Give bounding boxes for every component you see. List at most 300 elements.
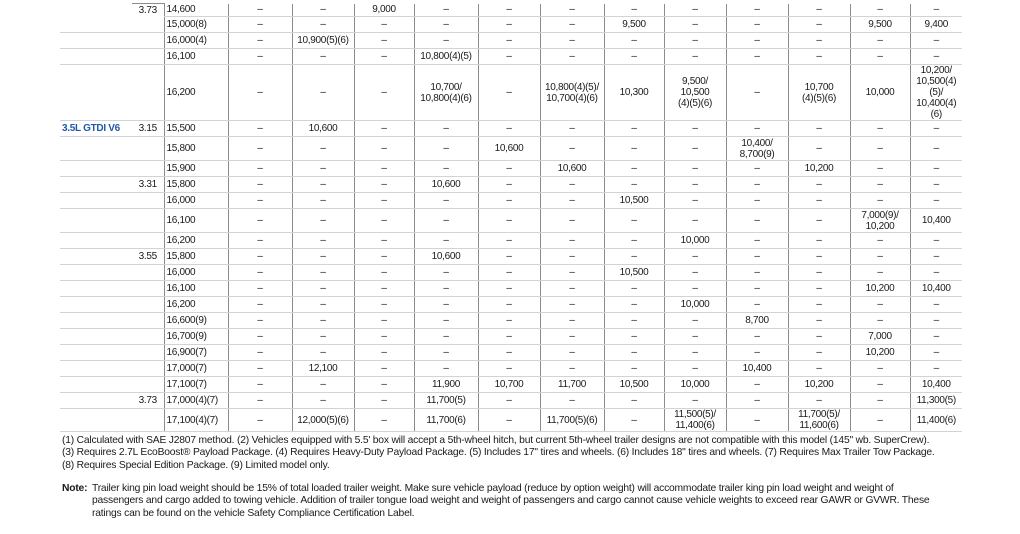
towing-specifications-table [60,3,962,432]
table-row [60,313,962,329]
trailer-weight-cell: – [354,297,414,313]
trailer-weight-cell: – [788,49,850,65]
trailer-weight-cell: 10,600 [540,161,604,177]
trailer-weight-cell: – [788,121,850,137]
trailer-weight-cell: – [910,329,962,345]
trailer-weight-cell: – [664,4,726,17]
engine-cell [60,249,132,265]
note-text: Trailer king pin load weight should be 15% of total loaded trailer weight. Make sure vehicle payload (reduce by option weight) will accommodate trailer king pin load weight and weight of [92,483,894,494]
trailer-weight-cell: – [664,265,726,281]
trailer-weight-cell: – [664,345,726,361]
axle-ratio-cell: 3.55 [132,249,164,265]
trailer-weight-cell: 11,700(5) [414,393,478,409]
trailer-weight-cell: – [850,49,910,65]
trailer-weight-cell: – [726,49,788,65]
trailer-weight-cell: – [788,281,850,297]
gcwr-cell: 17,000(4)(7) [164,393,228,409]
note-line: ratings can be found on the vehicle Safety Compliance Certification Label. [92,507,415,519]
trailer-weight-cell: – [292,17,354,33]
axle-ratio-cell [132,409,164,432]
trailer-weight-cell: – [726,377,788,393]
trailer-weight-cell: – [228,137,292,161]
trailer-weight-cell: – [354,281,414,297]
trailer-weight-cell: – [604,313,664,329]
trailer-weight-cell: – [910,161,962,177]
trailer-weight-cell: – [850,137,910,161]
trailer-weight-cell: – [478,345,540,361]
trailer-weight-cell: – [228,121,292,137]
trailer-weight-cell: – [604,161,664,177]
trailer-weight-cell: 10,400 [910,281,962,297]
trailer-weight-cell: – [540,361,604,377]
trailer-weight-cell: – [664,193,726,209]
trailer-weight-cell: – [788,345,850,361]
gcwr-cell: 16,600(9) [164,313,228,329]
axle-ratio-cell [132,377,164,393]
trailer-weight-cell: – [478,409,540,432]
table-row [60,265,962,281]
trailer-weight-cell: – [850,313,910,329]
engine-cell [60,233,132,249]
footnotes [62,435,1012,472]
trailer-weight-cell: – [540,121,604,137]
trailer-weight-cell: – [910,121,962,137]
trailer-weight-cell: – [414,329,478,345]
trailer-weight-cell: – [726,393,788,409]
trailer-weight-cell: – [228,313,292,329]
engine-cell [60,193,132,209]
trailer-weight-cell: – [664,209,726,233]
table-row [60,4,962,17]
trailer-weight-cell: 9,500 [604,17,664,33]
trailer-weight-cell: 9,000 [354,4,414,17]
gcwr-cell: 15,500 [164,121,228,137]
trailer-weight-cell: – [354,249,414,265]
trailer-weight-cell: – [788,137,850,161]
trailer-weight-cell: – [228,297,292,313]
axle-ratio-cell [132,297,164,313]
trailer-weight-cell: – [478,193,540,209]
axle-ratio-cell [132,193,164,209]
trailer-weight-cell: – [850,297,910,313]
table-row [60,361,962,377]
table-body [60,4,962,432]
table-row [60,209,962,233]
trailer-weight-cell: – [788,193,850,209]
trailer-weight-cell: – [664,313,726,329]
trailer-weight-cell: – [292,209,354,233]
trailer-weight-cell: – [850,177,910,193]
trailer-weight-cell: – [788,393,850,409]
trailer-weight-cell: – [664,249,726,265]
trailer-weight-cell: – [292,177,354,193]
trailer-weight-cell: – [292,281,354,297]
trailer-weight-cell: – [478,233,540,249]
trailer-weight-cell: – [478,281,540,297]
trailer-weight-cell: – [354,177,414,193]
engine-cell [60,177,132,193]
trailer-weight-cell: 11,700 [540,377,604,393]
trailer-weight-cell: – [788,329,850,345]
trailer-weight-cell: – [478,161,540,177]
trailer-weight-cell: – [788,297,850,313]
trailer-weight-cell: 10,800(4)(5)/ 10,700(4)(6) [540,65,604,121]
trailer-weight-cell: – [850,393,910,409]
trailer-weight-cell: 10,000 [664,377,726,393]
trailer-weight-cell: – [604,121,664,137]
trailer-weight-cell: – [910,177,962,193]
axle-ratio-cell [132,281,164,297]
trailer-weight-cell: – [540,329,604,345]
trailer-weight-cell: 10,600 [292,121,354,137]
trailer-weight-cell: – [354,361,414,377]
trailer-weight-cell: 10,000 [664,297,726,313]
trailer-weight-cell: – [910,265,962,281]
trailer-weight-cell: – [228,361,292,377]
trailer-weight-cell: – [414,33,478,49]
engine-cell [60,17,132,33]
trailer-weight-cell: – [664,177,726,193]
trailer-weight-cell: – [292,193,354,209]
trailer-weight-cell: 10,200/ 10,500(4)(5)/ 10,400(4)(6) [910,65,962,121]
axle-ratio-cell [132,65,164,121]
trailer-weight-cell: – [354,161,414,177]
gcwr-cell: 16,100 [164,209,228,233]
trailer-weight-cell: 10,300 [604,65,664,121]
table-row [60,281,962,297]
engine-cell [60,49,132,65]
trailer-weight-cell: 10,200 [788,161,850,177]
table-row [60,161,962,177]
trailer-weight-cell: – [664,329,726,345]
engine-cell: 3.5L GTDI V6 [60,121,132,137]
trailer-weight-cell: – [788,33,850,49]
trailer-weight-cell: – [910,345,962,361]
trailer-weight-cell: – [354,233,414,249]
table-row [60,377,962,393]
gcwr-cell: 16,100 [164,49,228,65]
trailer-weight-cell: – [540,265,604,281]
trailer-weight-cell: – [604,393,664,409]
trailer-weight-cell: – [354,409,414,432]
trailer-weight-cell: – [604,137,664,161]
gcwr-cell: 15,800 [164,177,228,193]
trailer-weight-cell: – [414,121,478,137]
gcwr-cell: 17,000(7) [164,361,228,377]
trailer-weight-cell: – [292,161,354,177]
trailer-weight-cell: – [604,361,664,377]
trailer-weight-cell: – [726,409,788,432]
trailer-weight-cell: 8,700 [726,313,788,329]
trailer-weight-cell: – [228,193,292,209]
trailer-weight-cell: – [478,33,540,49]
trailer-weight-cell: 10,600 [478,137,540,161]
trailer-weight-cell: – [540,49,604,65]
trailer-weight-cell: – [414,265,478,281]
axle-ratio-cell [132,345,164,361]
table-row [60,193,962,209]
trailer-weight-cell: 9,400 [910,17,962,33]
trailer-weight-cell: – [910,4,962,17]
trailer-weight-cell: – [664,393,726,409]
trailer-weight-cell: – [604,249,664,265]
trailer-weight-cell: – [228,249,292,265]
trailer-weight-cell: – [540,4,604,17]
trailer-weight-cell: – [604,329,664,345]
trailer-weight-cell: – [664,33,726,49]
axle-ratio-cell [132,329,164,345]
trailer-weight-cell: – [726,281,788,297]
trailer-weight-cell: – [604,49,664,65]
trailer-weight-cell: – [850,121,910,137]
trailer-weight-cell: – [414,313,478,329]
trailer-weight-cell: – [478,4,540,17]
axle-ratio-cell [132,209,164,233]
trailer-weight-cell: – [292,137,354,161]
axle-ratio-cell [132,361,164,377]
trailer-weight-cell: – [354,17,414,33]
footnote-line: (1) Calculated with SAE J2807 method. (2) Vehicles equipped with 5.5' box will accept a 5th-wheel hitch, but current 5th-wheel trailer designs are not compatible with this model (145" wb. SuperCrew). [62,435,930,446]
trailer-weight-cell: – [910,33,962,49]
trailer-weight-cell: – [540,193,604,209]
table-row [60,49,962,65]
trailer-weight-cell: – [726,329,788,345]
note-line: passengers and cargo added to towing vehicle. Addition of trailer tongue load weight and weight of passengers and cargo cannot cause vehicle weights to exceed rear GAWR or GVWR. These [92,495,930,507]
trailer-weight-cell: – [478,249,540,265]
trailer-weight-cell: 9,500 [850,17,910,33]
trailer-weight-cell: – [228,177,292,193]
trailer-weight-cell: – [850,233,910,249]
table-row [60,393,962,409]
trailer-weight-cell: 10,400 [910,377,962,393]
table-row [60,345,962,361]
trailer-weight-cell: – [292,377,354,393]
table-row [60,297,962,313]
trailer-weight-cell: – [850,33,910,49]
engine-cell [60,297,132,313]
trailer-weight-cell: 12,100 [292,361,354,377]
trailer-weight-cell: 7,000 [850,329,910,345]
trailer-weight-cell: – [354,121,414,137]
trailer-weight-cell: – [228,161,292,177]
gcwr-cell: 15,800 [164,249,228,265]
trailer-weight-cell: – [850,193,910,209]
trailer-weight-cell: 10,800(4)(5) [414,49,478,65]
trailer-weight-cell: – [354,377,414,393]
trailer-weight-cell: – [478,17,540,33]
engine-cell [60,409,132,432]
trailer-weight-cell: 10,700 [478,377,540,393]
trailer-weight-cell: 11,700(5)(6) [540,409,604,432]
trailer-weight-cell: – [228,393,292,409]
trailer-weight-cell: – [788,249,850,265]
table-row [60,121,962,137]
table-row [60,329,962,345]
engine-cell [60,65,132,121]
trailer-weight-cell: – [354,33,414,49]
trailer-weight-cell: – [292,65,354,121]
trailer-weight-cell: 10,200 [850,345,910,361]
table-row [60,65,962,121]
gcwr-cell: 16,100 [164,281,228,297]
gcwr-cell: 16,200 [164,65,228,121]
trailer-weight-cell: – [478,297,540,313]
trailer-weight-cell: – [354,345,414,361]
trailer-weight-cell: – [478,209,540,233]
trailer-weight-cell: – [228,233,292,249]
table-row [60,233,962,249]
trailer-weight-cell: – [726,17,788,33]
gcwr-cell: 16,900(7) [164,345,228,361]
trailer-weight-cell: – [850,249,910,265]
trailer-weight-cell: – [540,209,604,233]
gcwr-cell: 16,200 [164,233,228,249]
gcwr-cell: 17,100(7) [164,377,228,393]
axle-ratio-cell: 3.73 [132,393,164,409]
trailer-weight-cell: 11,900 [414,377,478,393]
trailer-weight-cell: – [354,137,414,161]
note-line [62,483,957,495]
trailer-weight-cell: – [540,33,604,49]
trailer-weight-cell: – [850,4,910,17]
note-block [62,483,957,520]
trailer-weight-cell: 9,500/ 10,500 (4)(5)(6) [664,65,726,121]
trailer-weight-cell: – [414,17,478,33]
trailer-weight-cell: – [228,345,292,361]
trailer-weight-cell: – [910,193,962,209]
trailer-weight-cell: – [478,177,540,193]
trailer-weight-cell: 10,400 [910,209,962,233]
trailer-weight-cell: – [414,193,478,209]
trailer-weight-cell: – [910,49,962,65]
trailer-weight-cell: – [788,233,850,249]
engine-cell [60,281,132,297]
engine-cell [60,209,132,233]
engine-cell [60,361,132,377]
trailer-weight-cell: – [478,313,540,329]
table-row [60,409,962,432]
trailer-weight-cell: – [540,177,604,193]
trailer-weight-cell: – [664,49,726,65]
trailer-weight-cell: – [292,265,354,281]
axle-ratio-cell: 3.31 [132,177,164,193]
trailer-weight-cell: – [478,65,540,121]
trailer-weight-cell: – [726,265,788,281]
trailer-weight-cell: – [292,233,354,249]
table-row [60,33,962,49]
axle-ratio-cell [132,161,164,177]
trailer-weight-cell: – [292,4,354,17]
trailer-weight-cell: – [540,17,604,33]
trailer-weight-cell: – [414,4,478,17]
trailer-weight-cell: 10,200 [850,281,910,297]
engine-cell [60,313,132,329]
trailer-weight-cell: – [540,313,604,329]
trailer-weight-cell: – [478,393,540,409]
axle-ratio-cell [132,33,164,49]
trailer-weight-cell: – [414,361,478,377]
gcwr-cell: 17,100(4)(7) [164,409,228,432]
trailer-weight-cell: – [850,409,910,432]
engine-cell [60,345,132,361]
trailer-weight-cell: – [604,409,664,432]
trailer-weight-cell: – [726,297,788,313]
trailer-weight-cell: – [664,121,726,137]
trailer-weight-cell: 10,400/ 8,700(9) [726,137,788,161]
trailer-weight-cell: – [664,361,726,377]
trailer-weight-cell: – [228,281,292,297]
trailer-weight-cell: – [664,161,726,177]
trailer-weight-cell: – [726,345,788,361]
trailer-weight-cell: – [354,49,414,65]
trailer-weight-cell: – [540,393,604,409]
trailer-weight-cell: – [850,161,910,177]
engine-cell [60,4,132,17]
trailer-weight-cell: – [414,233,478,249]
axle-ratio-cell [132,137,164,161]
trailer-weight-cell: – [850,361,910,377]
trailer-weight-cell: 10,900(5)(6) [292,33,354,49]
trailer-weight-cell: – [604,4,664,17]
axle-ratio-cell [132,17,164,33]
gcwr-cell: 15,000(8) [164,17,228,33]
trailer-weight-cell: – [788,265,850,281]
trailer-weight-cell: – [292,345,354,361]
trailer-weight-cell: – [788,4,850,17]
trailer-weight-cell: – [664,137,726,161]
trailer-weight-cell: 10,500 [604,193,664,209]
trailer-weight-cell: – [540,137,604,161]
trailer-weight-cell: – [726,249,788,265]
engine-cell [60,377,132,393]
trailer-weight-cell: – [228,377,292,393]
axle-ratio-cell: 3.73 [132,4,164,17]
note-label: Note: [62,483,88,494]
trailer-weight-cell: 10,000 [850,65,910,121]
trailer-weight-cell: – [414,137,478,161]
trailer-weight-cell: – [726,209,788,233]
gcwr-cell: 16,700(9) [164,329,228,345]
table-row [60,177,962,193]
trailer-weight-cell: – [478,121,540,137]
trailer-weight-cell: – [414,281,478,297]
trailer-weight-cell: 10,500 [604,265,664,281]
trailer-weight-cell: – [788,17,850,33]
engine-cell [60,265,132,281]
trailer-weight-cell: – [664,17,726,33]
trailer-weight-cell: – [910,361,962,377]
trailer-weight-cell: – [354,209,414,233]
trailer-weight-cell: – [228,209,292,233]
trailer-weight-cell: – [726,121,788,137]
trailer-weight-cell: – [228,329,292,345]
trailer-weight-cell: 10,000 [664,233,726,249]
trailer-weight-cell: 10,500 [604,377,664,393]
trailer-weight-cell: 11,400(6) [910,409,962,432]
trailer-weight-cell: – [910,137,962,161]
gcwr-cell: 14,600 [164,4,228,17]
trailer-weight-cell: – [604,177,664,193]
trailer-weight-cell: – [850,377,910,393]
engine-cell [60,393,132,409]
table-row [60,137,962,161]
trailer-weight-cell: – [726,65,788,121]
trailer-weight-cell: – [910,233,962,249]
trailer-weight-cell: – [414,297,478,313]
trailer-weight-cell: – [478,329,540,345]
trailer-weight-cell: – [540,233,604,249]
trailer-weight-cell: – [604,33,664,49]
